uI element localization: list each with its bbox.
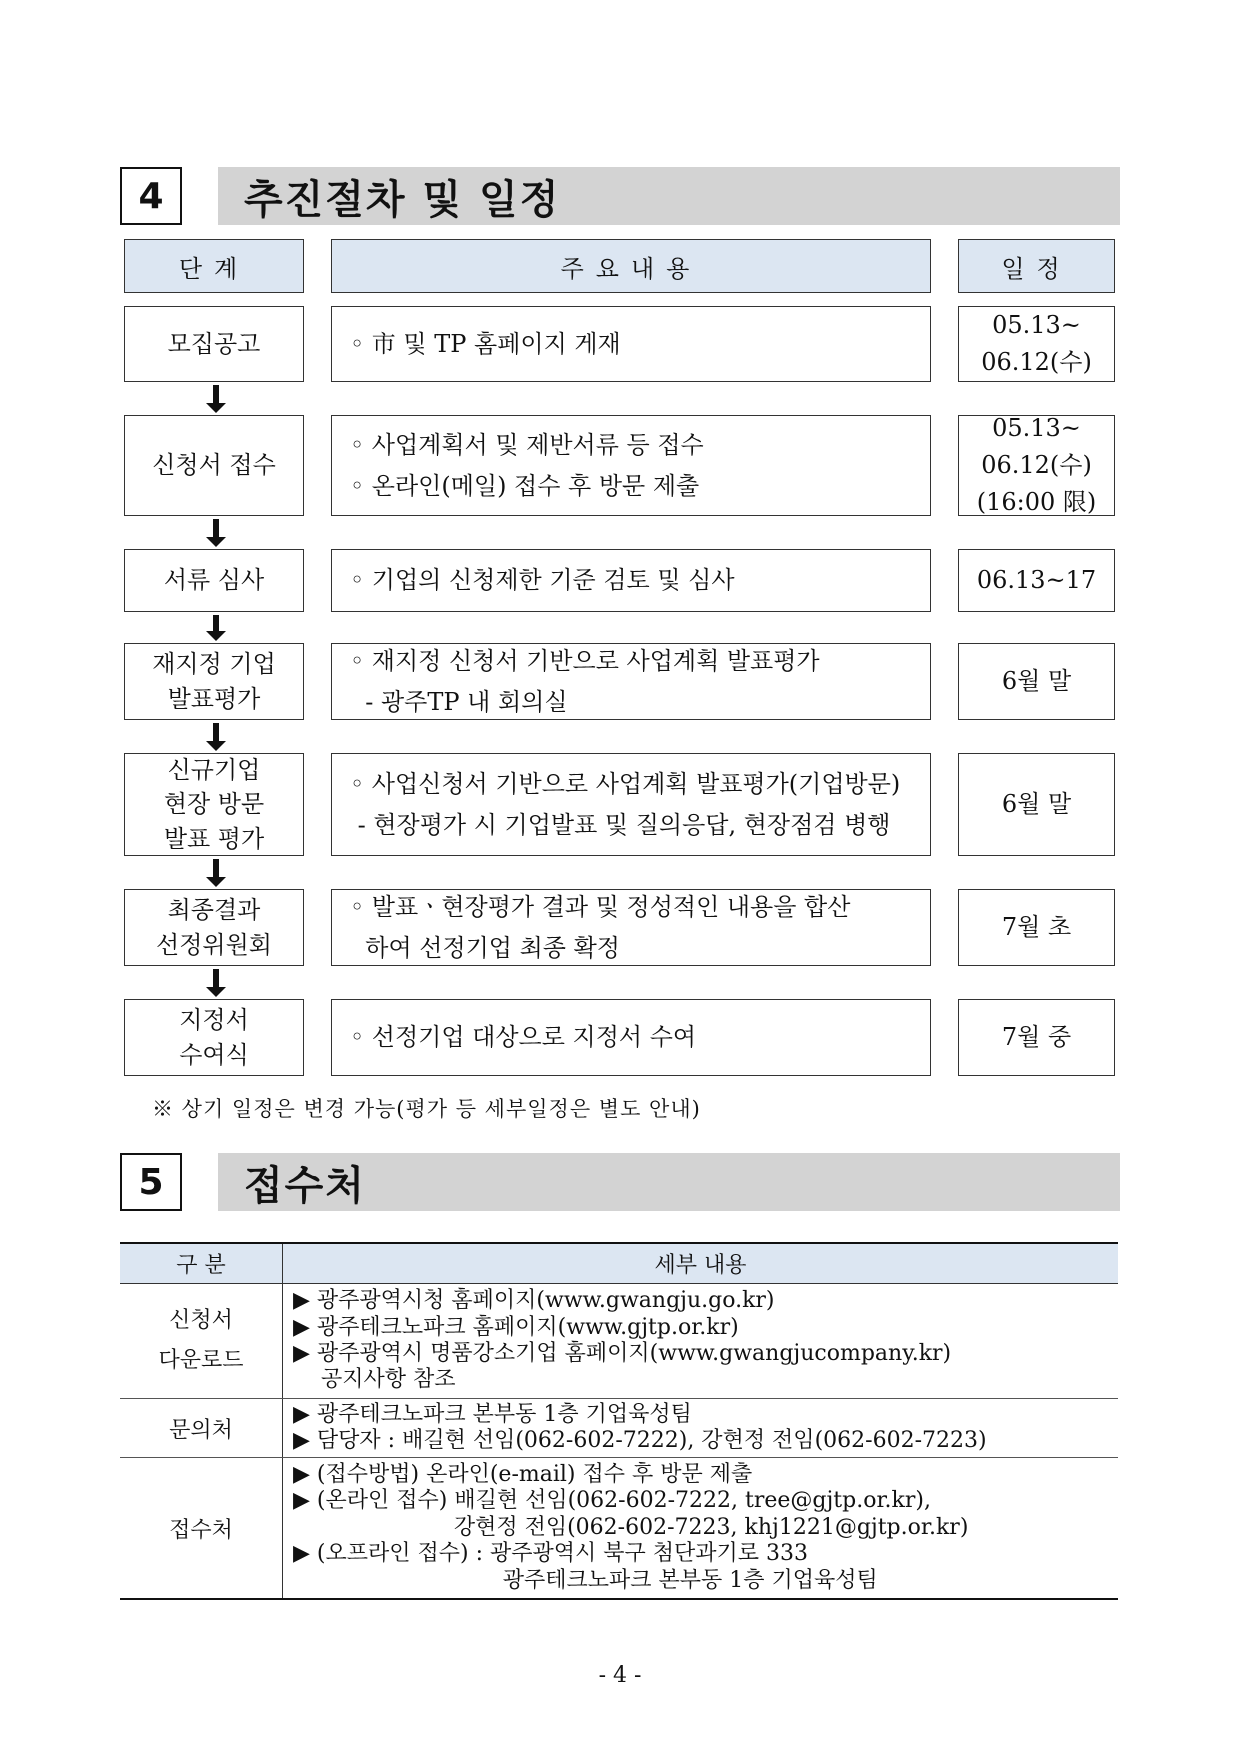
section-5-number: 5 <box>120 1153 182 1211</box>
detail-line: ▶ 광주테크노파크 본부동 1층 기업육성팀 <box>293 1401 692 1427</box>
step-stage-line: 신청서 접수 <box>152 451 276 480</box>
step-stage-line: 최종결과 <box>167 896 261 925</box>
step-stage-line: 신규기업 <box>167 756 261 785</box>
step-stage-line: 발표 평가 <box>163 824 265 853</box>
step-content-line: ◦ 市 및 TP 홈페이지 게재 <box>350 329 621 358</box>
section-5-title: 접수처 <box>218 1153 1120 1211</box>
step-schedule-line: 06.12(수) <box>981 450 1092 479</box>
down-arrow-icon <box>204 966 228 999</box>
reception-table-header <box>120 1243 1118 1284</box>
row-detail <box>283 1458 1119 1600</box>
detail-line: ▶ 광주광역시 명품강소기업 홈페이지(www.gwangjucompany.kr) <box>293 1341 952 1366</box>
category-line: 접수처 <box>169 1517 233 1543</box>
step-schedule <box>958 999 1115 1076</box>
step-stage <box>124 643 304 720</box>
detail-line: ▶ (온라인 접수) 배길현 선임(062-602-7222, tree@gjtp.or.kr), <box>293 1488 931 1514</box>
category-line: 다운로드 <box>158 1348 244 1373</box>
detail-line: ▶ (오프라인 접수) : 광주광역시 북구 첨단과기로 333 <box>293 1541 808 1567</box>
reception-table <box>120 1242 1118 1600</box>
step-stage <box>124 999 304 1076</box>
header-detail: 세부 내용 <box>283 1243 1119 1284</box>
step-stage <box>124 889 304 966</box>
step-stage-line: 발표평가 <box>167 684 261 713</box>
step-schedule-line: (16:00 限) <box>976 488 1097 517</box>
step-stage <box>124 753 304 856</box>
down-arrow-icon <box>204 612 228 643</box>
step-content <box>331 753 931 856</box>
row-detail <box>283 1284 1119 1399</box>
detail-line: ▶ (접수방법) 온라인(e-mail) 접수 후 방문 제출 <box>293 1462 753 1488</box>
step-stage <box>124 415 304 516</box>
row-detail <box>283 1399 1119 1458</box>
step-schedule <box>958 306 1115 382</box>
down-arrow-icon <box>204 720 228 753</box>
step-content-line: ◦ 사업계획서 및 제반서류 등 접수 <box>350 430 704 459</box>
step-schedule <box>958 415 1115 516</box>
step-stage <box>124 306 304 382</box>
detail-line: 공지사항 참조 <box>293 1367 456 1393</box>
detail-line: 강현정 전임(062-602-7223, khj1221@gjtp.or.kr) <box>293 1514 969 1540</box>
step-schedule-line: 7월 중 <box>1001 1022 1072 1051</box>
step-schedule-line: 6월 말 <box>1001 789 1072 818</box>
down-arrow-icon <box>204 856 228 889</box>
step-content <box>331 306 931 382</box>
step-schedule-line: 06.13~17 <box>976 565 1097 594</box>
step-content-line: ◦ 사업신청서 기반으로 사업계획 발표평가(기업방문) <box>350 769 901 798</box>
step-schedule <box>958 889 1115 966</box>
step-stage-line: 수여식 <box>179 1040 249 1069</box>
section-4-title: 추진절차 및 일정 <box>218 167 1120 225</box>
table-row <box>120 1458 1118 1600</box>
table-row <box>120 1284 1118 1399</box>
step-stage-line: 모집공고 <box>167 329 261 358</box>
step-stage-line: 현장 방문 <box>163 790 265 819</box>
category-line: 신청서 <box>169 1308 233 1334</box>
row-category <box>120 1284 283 1399</box>
step-content <box>331 643 931 720</box>
detail-line: ▶ 담당자 : 배길현 선임(062-602-7222), 강현정 전임(062-602-7223) <box>293 1428 987 1453</box>
step-content-line: - 현장평가 시 기업발표 및 질의응답, 현장점검 병행 <box>350 810 891 839</box>
row-category <box>120 1399 283 1458</box>
step-stage-line: 지정서 <box>179 1006 249 1035</box>
header-schedule: 일정 <box>958 239 1115 293</box>
step-stage-line: 재지정 기업 <box>152 650 276 679</box>
down-arrow-icon <box>204 516 228 549</box>
step-schedule <box>958 753 1115 856</box>
step-content-line: ◦ 선정기업 대상으로 지정서 수여 <box>350 1023 697 1052</box>
step-schedule-line: 05.13~ <box>992 310 1081 339</box>
step-content-line: ◦ 온라인(메일) 접수 후 방문 제출 <box>350 471 700 500</box>
step-schedule <box>958 549 1115 612</box>
header-stage: 단계 <box>124 239 304 293</box>
header-category: 구 분 <box>120 1243 283 1284</box>
header-content: 주요내용 <box>331 239 931 293</box>
step-content <box>331 889 931 966</box>
step-content <box>331 415 931 516</box>
step-stage <box>124 549 304 612</box>
step-content-line: ◦ 재지정 신청서 기반으로 사업계획 발표평가 <box>350 646 820 675</box>
step-stage-line: 선정위원회 <box>156 930 272 959</box>
category-line: 문의처 <box>169 1417 233 1443</box>
step-content <box>331 999 931 1076</box>
down-arrow-icon <box>204 382 228 415</box>
detail-line: 광주테크노파크 본부동 1층 기업육성팀 <box>293 1567 878 1593</box>
schedule-note: ※ 상기 일정은 변경 가능(평가 등 세부일정은 별도 안내) <box>152 1097 701 1121</box>
step-content <box>331 549 931 612</box>
step-schedule-line: 6월 말 <box>1001 666 1072 695</box>
step-schedule-line: 7월 초 <box>1001 912 1072 941</box>
table-row <box>120 1399 1118 1458</box>
step-stage-line: 서류 심사 <box>163 566 265 595</box>
step-schedule-line: 05.13~ <box>992 413 1081 442</box>
page-number: - 4 - <box>598 1663 642 1688</box>
row-category <box>120 1458 283 1600</box>
step-schedule-line: 06.12(수) <box>981 348 1092 376</box>
step-content-line: - 광주TP 내 회의실 <box>350 687 568 716</box>
step-content-line: 하여 선정기업 최종 확정 <box>350 933 620 962</box>
step-schedule <box>958 643 1115 720</box>
detail-line: ▶ 광주테크노파크 홈페이지(www.gjtp.or.kr) <box>293 1314 739 1340</box>
step-content-line: ◦ 기업의 신청제한 기준 검토 및 심사 <box>350 566 735 595</box>
section-4-number: 4 <box>120 167 182 225</box>
step-content-line: ◦ 발표ㆍ현장평가 결과 및 정성적인 내용을 합산 <box>350 892 851 921</box>
detail-line: ▶ 광주광역시청 홈페이지(www.gwangju.go.kr) <box>293 1288 775 1314</box>
